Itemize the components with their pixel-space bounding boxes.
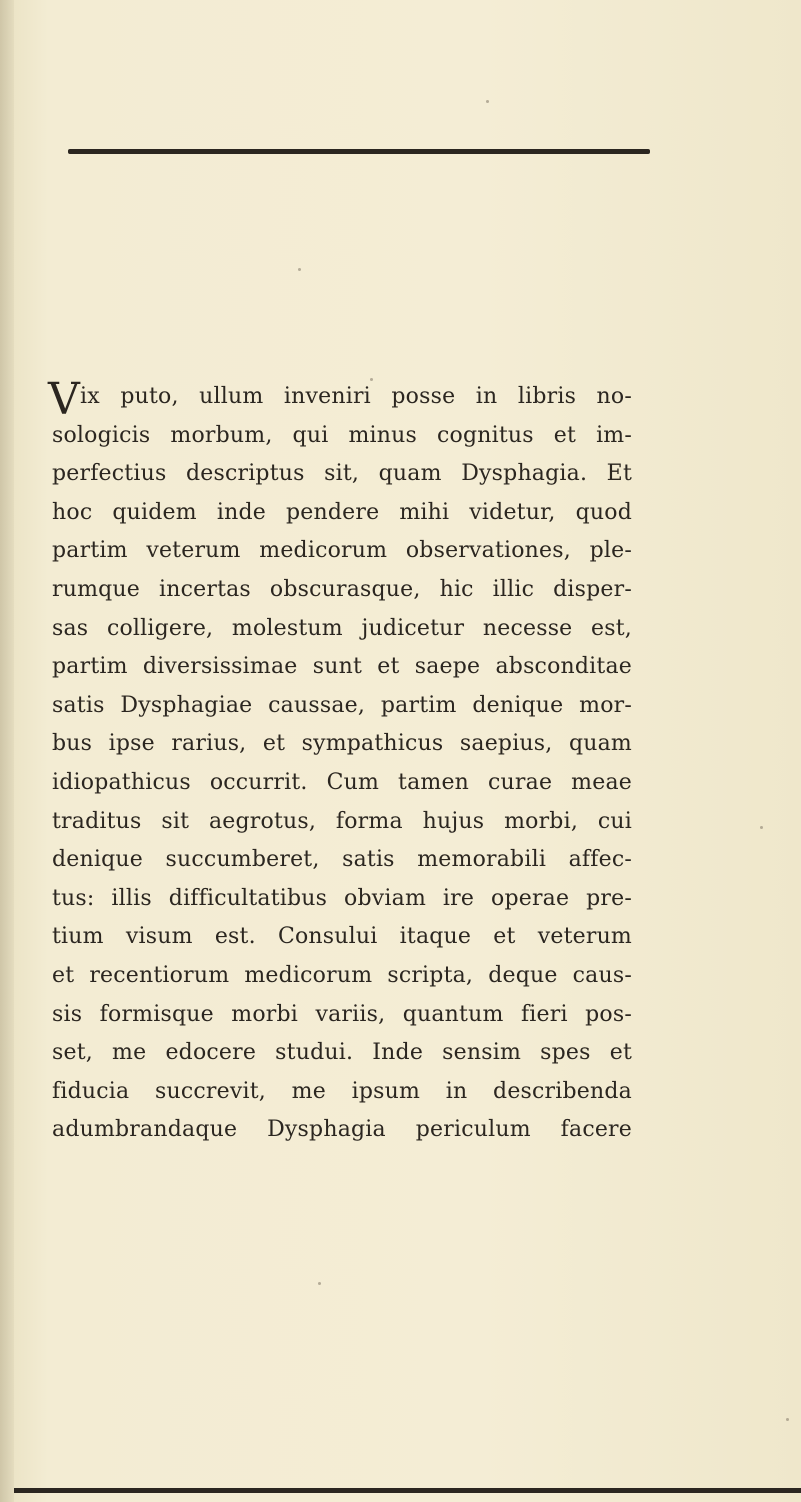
text-line: adumbrandaque Dysphagia periculum facere [52,1117,632,1143]
text-line [48,374,632,425]
text-line: partim veterum medicorum observationes, ple- [52,538,632,564]
text-line-content: ix puto, ullum inveniri posse in libris no- [80,384,632,409]
text-line: traditus sit aegrotus, forma hujus morbi, cui [52,808,632,834]
text-line: sologicis morbum, qui minus cognitus et im- [52,422,632,448]
paper-speck [760,826,763,829]
text-line: rumque incertas obscurasque, hic illic disper- [52,576,632,602]
text-line: partim diversissimae sunt et saepe absconditae [52,654,632,680]
paper-speck [298,268,301,271]
footer-rule [14,1488,801,1493]
header-rule [68,149,650,154]
text-line: fiducia succrevit, me ipsum in describenda [52,1078,632,1104]
text-line: denique succumberet, satis memorabili affec- [52,847,632,873]
text-line: et recentiorum medicorum scripta, deque caus- [52,962,632,988]
text-line: bus ipse rarius, et sympathicus saepius, quam [52,731,632,757]
page-spine-shadow [0,0,14,1502]
text-line: tus: illis difficultatibus obviam ire operae pre- [52,885,632,911]
text-line: satis Dysphagiae caussae, partim denique mor- [52,692,632,718]
text-line: idiopathicus occurrit. Cum tamen curae meae [52,769,632,795]
text-line: sas colligere, molestum judicetur necesse est, [52,615,632,641]
text-line: hoc quidem inde pendere mihi videtur, quod [52,499,632,525]
text-line: sis formisque morbi variis, quantum fieri pos- [52,1001,632,1027]
body-text [48,374,632,1150]
paper-speck [318,1282,321,1285]
paper-speck [786,1418,789,1421]
text-line: tium visum est. Consului itaque et veterum [52,924,632,950]
text-line: perfectius descriptus sit, quam Dysphagia. Et [52,461,632,487]
paper-speck [486,100,489,103]
drop-initial: V [48,374,80,425]
text-line: set, me edocere studui. Inde sensim spes et [52,1040,632,1066]
